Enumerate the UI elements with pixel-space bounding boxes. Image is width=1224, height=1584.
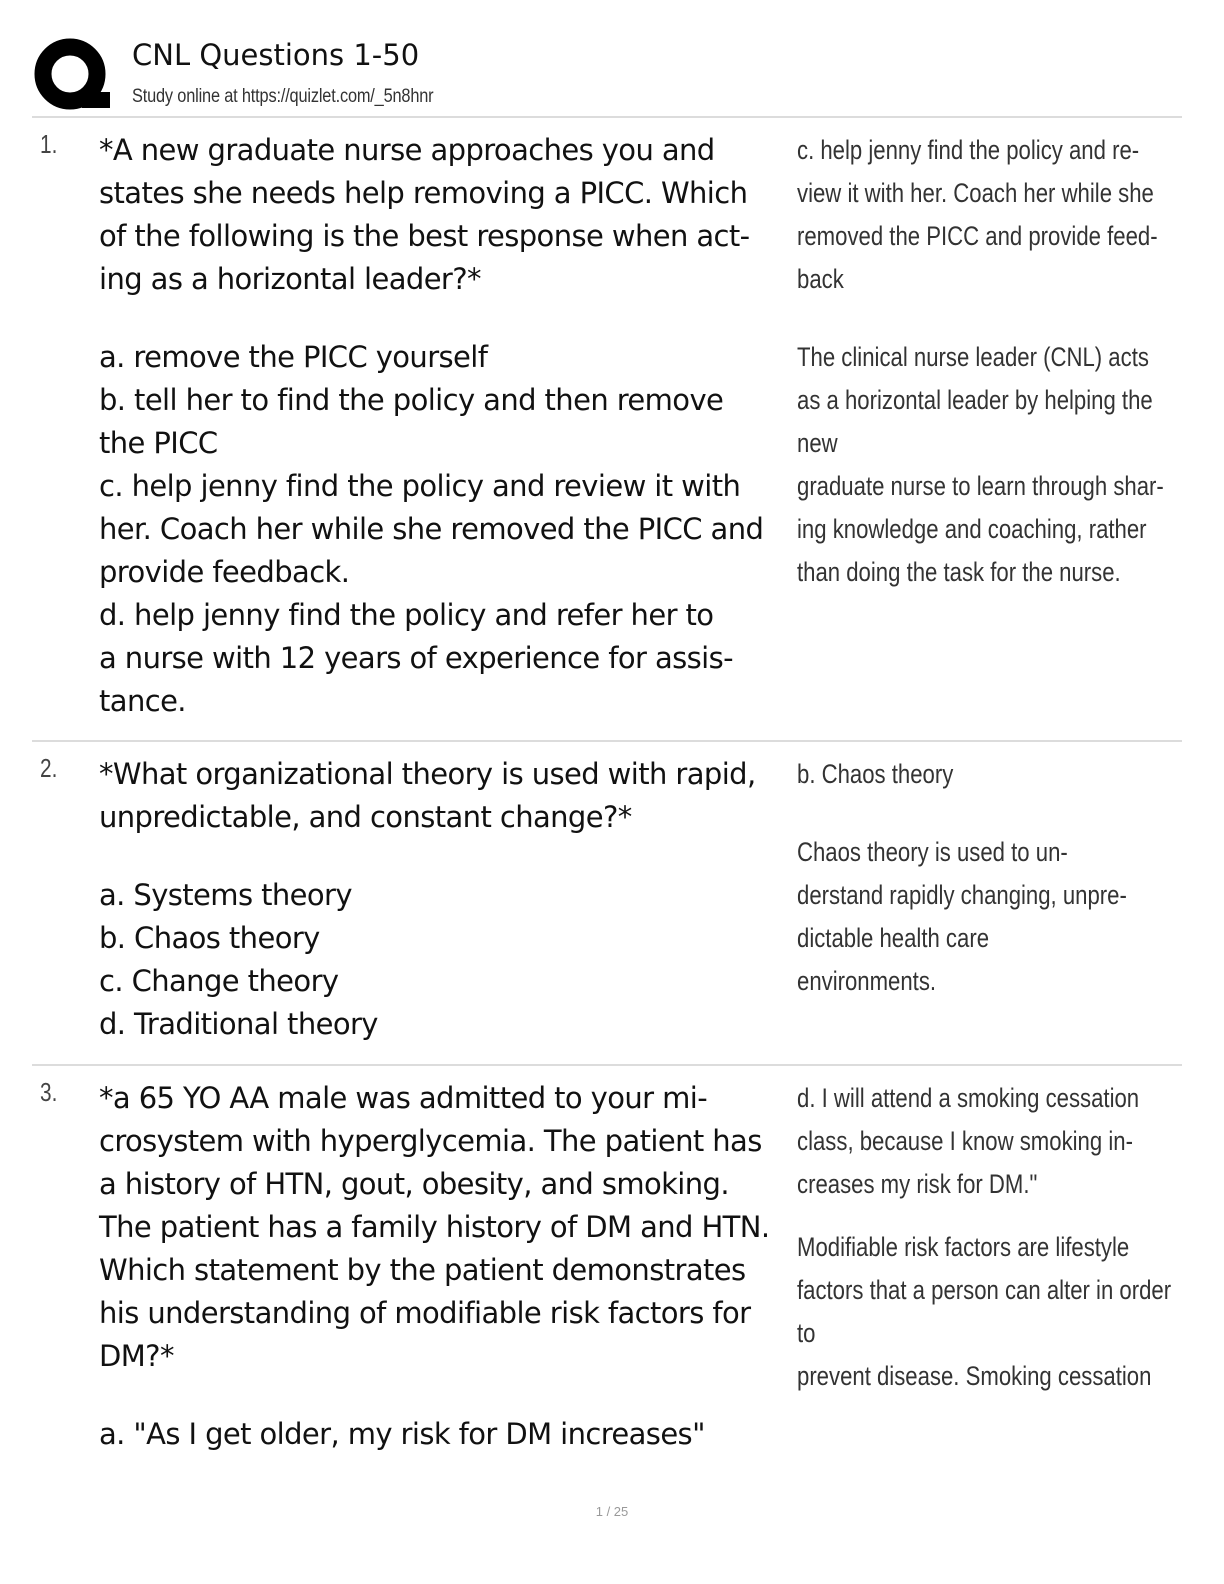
- study-online-link[interactable]: Study online at https://quizlet.com/_5n8hnr: [132, 86, 434, 107]
- answer-line: d. I will attend a smoking cessation: [797, 1083, 1140, 1113]
- option-line: the PICC: [99, 426, 218, 460]
- question-line: crosystem with hyperglycemia. The patient has: [99, 1124, 762, 1158]
- explanation-line: dictable health care: [797, 923, 990, 953]
- option-line: tance.: [99, 684, 186, 718]
- page-title: CNL Questions 1-50: [132, 38, 420, 72]
- card-number: 3.: [40, 1077, 58, 1107]
- header-divider: [32, 116, 1182, 118]
- option-line: d. Traditional theory: [99, 1007, 378, 1041]
- option-line: a nurse with 12 years of experience for assis-: [99, 641, 733, 675]
- explanation-line: graduate nurse to learn through shar-: [797, 471, 1164, 501]
- answer-line: b. Chaos theory: [797, 759, 954, 789]
- answer-line: back: [797, 264, 844, 294]
- question-line: unpredictable, and constant change?*: [99, 800, 632, 834]
- card-divider: [32, 1064, 1182, 1066]
- answer-text: [797, 753, 1174, 1003]
- question-line: ing as a horizontal leader?*: [99, 262, 481, 296]
- explanation-line: prevent disease. Smoking cessation: [797, 1361, 1152, 1391]
- question-line: *a 65 YO AA male was admitted to your mi-: [99, 1081, 708, 1115]
- explanation-line: Modifiable risk factors are lifestyle: [797, 1232, 1130, 1262]
- quizlet-q-logo-icon: [32, 34, 112, 114]
- page-header: [32, 30, 1182, 116]
- answer-line: removed the PICC and provide feed-: [797, 221, 1158, 251]
- option-line: a. "As I get older, my risk for DM increases": [99, 1417, 705, 1451]
- card-number: 2.: [40, 753, 58, 783]
- explanation-line: factors that a person can alter in order: [797, 1275, 1172, 1305]
- option-line: d. help jenny find the policy and refer her to: [99, 598, 714, 632]
- explanation-line: environments.: [797, 966, 937, 996]
- answer-text: [797, 1077, 1174, 1398]
- explanation-line: as a horizontal leader by helping the: [797, 385, 1153, 415]
- option-line: provide feedback.: [99, 555, 350, 589]
- explanation-line: new: [797, 428, 838, 458]
- explanation-line: The clinical nurse leader (CNL) acts: [797, 342, 1149, 372]
- option-line: b. tell her to find the policy and then remove: [99, 383, 724, 417]
- question-text: [99, 129, 793, 723]
- question-line: states she needs help removing a PICC. Which: [99, 176, 748, 210]
- option-line: b. Chaos theory: [99, 921, 320, 955]
- answer-line: class, because I know smoking in-: [797, 1126, 1133, 1156]
- page-number: 1 / 25: [595, 1504, 629, 1519]
- explanation-line: derstand rapidly changing, unpre-: [797, 880, 1127, 910]
- option-line: c. Change theory: [99, 964, 339, 998]
- explanation-line: to: [797, 1318, 816, 1348]
- question-line: *A new graduate nurse approaches you and: [99, 133, 715, 167]
- question-line: of the following is the best response when act-: [99, 219, 750, 253]
- option-line: her. Coach her while she removed the PICC and: [99, 512, 764, 546]
- question-text: [99, 753, 793, 1046]
- question-line: his understanding of modifiable risk factors for: [99, 1296, 751, 1330]
- explanation-line: than doing the task for the nurse.: [797, 557, 1121, 587]
- answer-line: c. help jenny find the policy and re-: [797, 135, 1140, 165]
- answer-line: creases my risk for DM.": [797, 1169, 1038, 1199]
- option-line: c. help jenny find the policy and review it with: [99, 469, 741, 503]
- card-number: 1.: [40, 129, 58, 159]
- option-line: a. remove the PICC yourself: [99, 340, 488, 374]
- card-divider: [32, 740, 1182, 742]
- answer-line: view it with her. Coach her while she: [797, 178, 1154, 208]
- question-line: DM?*: [99, 1339, 174, 1373]
- question-line: The patient has a family history of DM and HTN.: [99, 1210, 770, 1244]
- explanation-line: ing knowledge and coaching, rather: [797, 514, 1147, 544]
- question-text: [99, 1077, 793, 1456]
- question-line: a history of HTN, gout, obesity, and smoking.: [99, 1167, 729, 1201]
- question-line: Which statement by the patient demonstrates: [99, 1253, 746, 1287]
- option-line: a. Systems theory: [99, 878, 352, 912]
- explanation-line: Chaos theory is used to un-: [797, 837, 1068, 867]
- answer-text: [797, 129, 1174, 594]
- question-line: *What organizational theory is used with rapid,: [99, 757, 756, 791]
